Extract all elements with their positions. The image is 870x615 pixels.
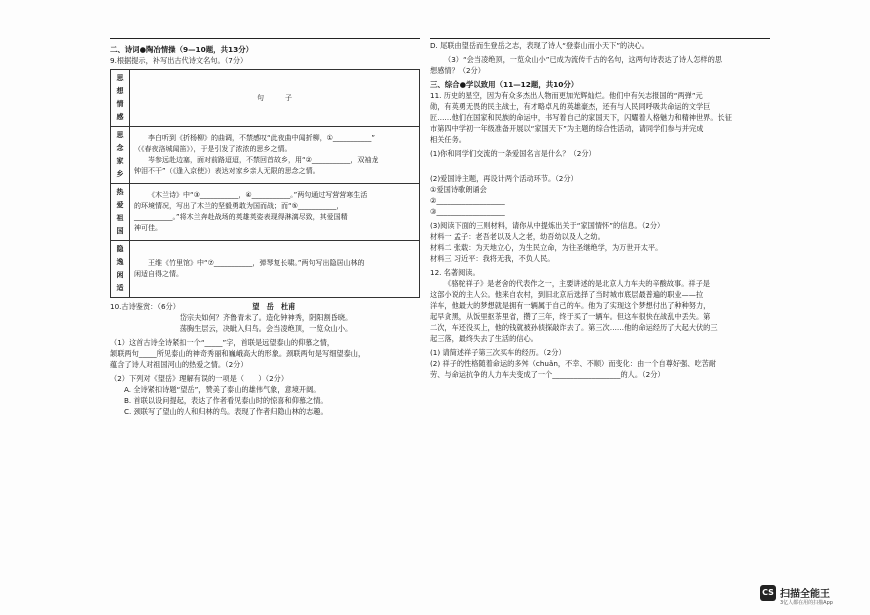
option-d: D. 尾联由望岳而生登岳之志，表现了诗人“登泰山而小天下”的决心。 (430, 41, 649, 50)
table-row (111, 184, 420, 241)
camscanner-watermark (760, 583, 860, 609)
section2-title: 二、诗词●陶冶情操（9—10题，共13分） (110, 45, 254, 54)
row-label-reclusion: 隐 逸 闲 适 (111, 241, 130, 298)
poem-line: 岱宗夫如何？齐鲁青未了。造化钟神秀，阴阳割昏晓。 (179, 313, 353, 322)
right-column (430, 40, 760, 380)
top-rule-right (430, 38, 770, 39)
option-c: C. 颈联写了望山的人和归林的鸟。表现了作者归隐山林的志趣。 (124, 407, 328, 416)
activity-item: ②___________________ (430, 196, 505, 205)
table-head-text: 句 子 (130, 70, 420, 127)
row-label-patriotism: 热 爱 祖 国 (111, 184, 130, 241)
table-head-row (111, 70, 420, 127)
table-row (111, 241, 420, 298)
q11-1: (1)你和同学们交流的一条爱国名言是什么？（2分） (430, 149, 596, 158)
row-text-patriotism: 《木兰诗》中“③___________，④___________。”两句通过写营营寒生活 的环境情况，写出了木兰的坚毅勇敢为国而战；而“⑤___________， ___________。”将木兰奔赴战场的英雄英姿表现得淋漓尽致，其爱国精 神可佳。 (130, 184, 420, 241)
q11-2: (2)爱国诗主题，再设计两个活动环节。（2分） (430, 174, 578, 183)
material-item: 材料二 张载：为天地立心，为生民立命，为往圣继绝学，为万世开太平。 (430, 243, 663, 252)
watermark-name: 扫描全能王 (780, 589, 830, 600)
q11-text: 11. 历史的星空，因为有众多杰出人物而更加光辉灿烂。他们中有矢志报国的“两弹”元 勋，有英勇无畏的民主战士，有才略卓凡的英雄豪杰，还有与人民同呼吸共命运的文学巨 匠……他们在国家和民族的命运中，书写着自己的家国天下，闪耀着人格魅力和精神世界。长征 市第四中学初一年级准备开展以“家国天下”为主题的综合性活动，请同学们参与并完成 相关任务。 (430, 91, 732, 144)
option-b: B. 首联以设问提起，表达了作者看见泰山时的惊喜和仰慕之情。 (124, 396, 328, 405)
left-column (110, 44, 422, 417)
row-text-homesick: 李白听到《折杨柳》的曲调，不禁感叹“此夜曲中闻折柳，①___________” （《春夜洛城闻笛》），于是引发了浓浓的思乡之情。 岑参远赴边塞，面对前路迢迢，不禁回首故乡，用“②___________，双袖龙 钟泪不干”（《逢入京使》）表达对家乡亲人无限的思念之情。 (130, 127, 420, 184)
q12-title: 12. 名著阅读。 (430, 268, 480, 277)
activity-item: ①爱国诗歌朗诵会 (430, 185, 487, 194)
q12-1: (1) 请简述祥子第三次买车的经历。（2分） (430, 348, 566, 357)
watermark-sub: 3亿人都在用的扫描App (780, 600, 833, 606)
q11-3: (3)阅读下面的三则材料，请你从中提炼出关于“家国情怀”的信息。（2分） (430, 221, 665, 230)
material-item: 材料三 习近平：我将无我，不负人民。 (430, 254, 555, 263)
camscanner-icon: CS (760, 585, 776, 601)
top-rule-left (110, 38, 420, 39)
section3-title: 三、综合●学以致用（11—12题，共10分） (430, 80, 579, 89)
table-row (111, 127, 420, 184)
q9-prompt: 9.根据提示，补写出古代诗文名句。（7分） (110, 56, 248, 65)
poem-line: 荡胸生层云，决眦入归鸟。会当凌绝顶，一览众山小。 (179, 324, 353, 333)
poem-title: 望 岳 杜甫 (252, 302, 296, 311)
q10-1: （1）这首古诗全诗紧扣一个“_____”字，首联是远望泰山的仰慕之情， 颔联两句_____所见泰山的神奇秀丽和巍峨高大的形象。颈联两句是写细望泰山， 蕴含了诗人对祖国河山的热爱之情。（2分） (110, 338, 366, 369)
material-item: 材料一 孟子：老吾老以及人之老，幼吾幼以及人之幼。 (430, 232, 605, 241)
q12-text: 《骆驼祥子》是老舍的代表作之一，主要讲述的是北京人力车夫的辛酸故事。祥子是 这部小说的主人公。他来自农村，到旧北京后选择了当时城市底层最普遍的职业——拉 洋车，他最大的梦想就是拥有一辆属于自己的车。他为了实现这个梦想付出了种种努力， 起早贪黑，从饭里抠茶里省，攒了三年，终于买了一辆车。但这车很快在战乱中丢失。第 二次，车还没买上，他的钱就被孙侦探敲诈去了。第三次……他的命运经历了大起大伏的三 起三落，最终失去了生活的信心。 (430, 279, 718, 343)
q12-2: (2) 祥子的性格随着命运的多舛（chuǎn，不幸、不顺）而变化：由一个自尊好强、吃苦耐 劳、与命运抗争的人力车夫变成了一个___________________的人。（2分） (430, 359, 717, 379)
activity-item: ③___________________ (430, 207, 505, 216)
poem-fill-table (110, 69, 420, 298)
table-head-label: 思 想 情 感 (111, 70, 130, 127)
row-text-reclusion: 王维《竹里馆》中“⑦___________，弹琴复长啸。”两句写出隐居山林的 闲适自得之情。 (130, 241, 420, 298)
row-label-homesick: 思 念 家 乡 (111, 127, 130, 184)
q10-3: （3）“会当凌绝顶，一览众山小”已成为流传千古的名句，这两句诗表达了诗人怎样的思 想感情？（2分） (430, 55, 722, 75)
q10-2: （2）下列对《望岳》理解有误的一项是（ ）（2分） (110, 374, 289, 383)
q10-prompt: 10.古诗鉴赏：（6分） 望 岳 杜甫 (110, 302, 296, 311)
option-a: A. 全诗紧扣诗题“望岳”，赞美了泰山的雄伟气象，意境开阔。 (124, 385, 321, 394)
